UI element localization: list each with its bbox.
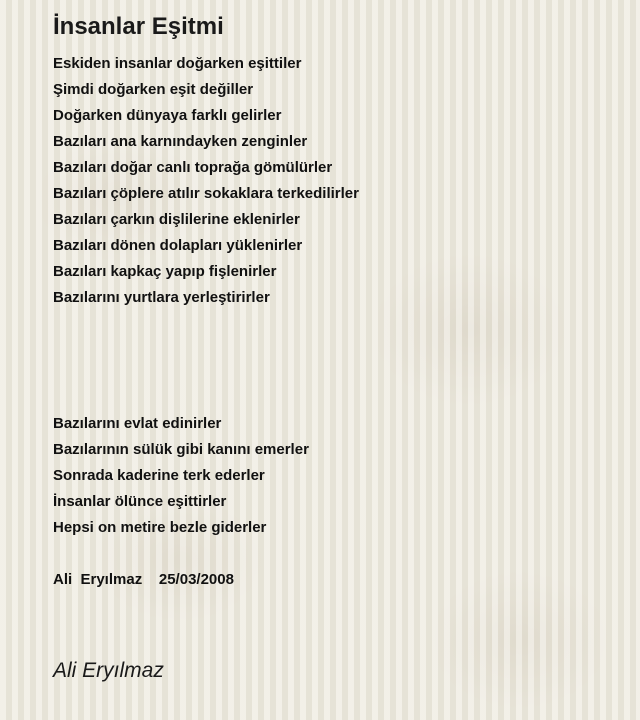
poem-line: Bazıları kapkaç yapıp fişlenirler xyxy=(53,263,277,280)
poem-line: Bazılarını evlat edinirler xyxy=(53,415,222,432)
poem-line: Bazıları doğar canlı toprağa gömülürler xyxy=(53,159,333,176)
poem-line: Bazıları ana karnındayken zenginler xyxy=(53,133,308,150)
poem-line: Şimdi doğarken eşit değiller xyxy=(53,81,254,98)
author-name: Ali Eryılmaz xyxy=(53,659,164,682)
poem-stanza-2 xyxy=(53,411,309,541)
poem-line: Doğarken dünyaya farklı gelirler xyxy=(53,107,282,124)
poem-line: Bazıları çöplere atılır sokaklara terkedilirler xyxy=(53,185,359,202)
poem-line: Eskiden insanlar doğarken eşittiler xyxy=(53,55,302,72)
poem-stanza-1 xyxy=(53,51,359,311)
poem-line: Bazılarının sülük gibi kanını emerler xyxy=(53,441,309,458)
poem-line: Bazıları dönen dolapları yüklenirler xyxy=(53,237,303,254)
poem-title: İnsanlar Eşitmi xyxy=(53,13,224,40)
poem-line: Bazılarını yurtlara yerleştirirler xyxy=(53,289,270,306)
poem-line: Hepsi on metire bezle giderler xyxy=(53,519,267,536)
poem-line: İnsanlar ölünce eşittirler xyxy=(53,493,227,510)
poem-line: Bazıları çarkın dişlilerine eklenirler xyxy=(53,211,300,228)
poem-signature-date: Ali Eryılmaz 25/03/2008 xyxy=(53,571,234,588)
poem-line: Sonrada kaderine terk ederler xyxy=(53,467,265,484)
